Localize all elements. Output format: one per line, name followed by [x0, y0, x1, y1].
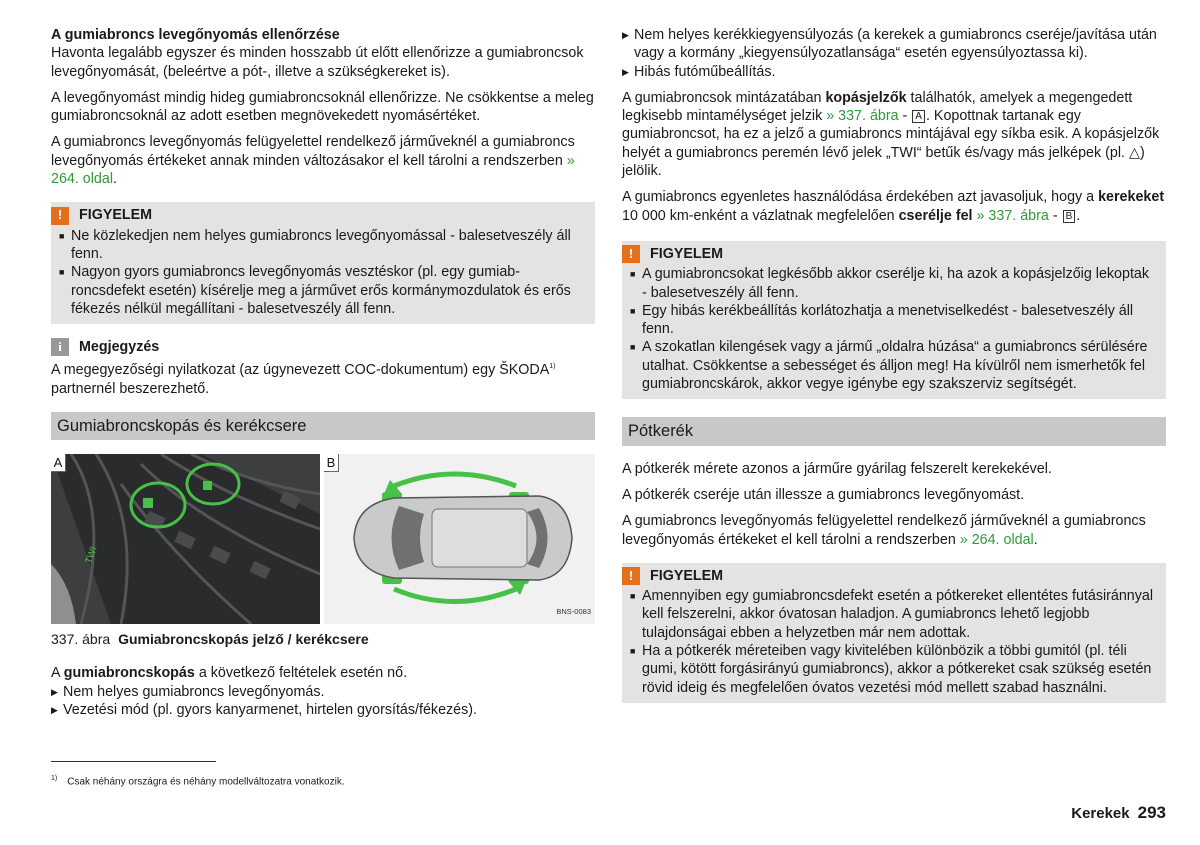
warning-box: [622, 563, 1166, 703]
footnote: $^{1)}$ Csak néhány országra és néhány modellváltozatra vonatkozik.: [51, 775, 345, 788]
warning-title: FIGYELEM: [79, 207, 153, 224]
footnote-ref: 1): [549, 363, 556, 371]
figure-link[interactable]: » 337. ábra: [826, 108, 899, 125]
footnote-divider: [51, 761, 216, 762]
warning-item: ■ A gumiabroncsokat legkésőbb akkor cserélje ki, ha azok a kopásjelzőig lekoptak - balesetveszély áll fenn.: [630, 265, 1156, 302]
warning-item: ■ Egy hibás kerékbeállítás korlátozhatja a menetviselkedést - balesetveszély áll fenn.: [630, 302, 1156, 339]
tire-pressure-paragraph: A gumiabroncs levegőnyomás ellenőrzése Havonta legalább egyszer és minden hosszabb út előtt ellenőrizze a gumiabroncsok levegőnyomását, (beleértve a pót-, illetve a szükségkereket is).: [51, 27, 584, 80]
chapter-name: Kerekek: [1071, 805, 1130, 822]
note-text: A megegyezőségi nyilatkozat (az úgynevezett COC-dokumentum) egy ŠKODA$^{1)}$ partnernél beszerezhető.: [51, 362, 556, 397]
rotation-paragraph: A gumiabroncs egyenletes használódása érdekében azt javasoljuk, hogy a kerekeket 10 000 km-enként a vázlatnak megfelelően cserélje fel » 337. ábra - B .: [622, 189, 1165, 224]
warning-title: FIGYELEM: [650, 567, 724, 584]
page-link[interactable]: » 264. oldal: [959, 531, 1034, 548]
figure-337: [51, 454, 595, 624]
warning-icon: !: [622, 567, 640, 585]
twi-text: TWI: [84, 545, 100, 566]
warning-box: [622, 241, 1166, 399]
arrow-item: ▶ Nem helyes gumiabroncs levegőnyomás.: [51, 683, 595, 701]
page-link[interactable]: » 264. oldal: [51, 152, 575, 188]
wear-paragraph: A gumiabroncskopás a következő feltételek esetén nő.: [51, 665, 408, 682]
figure-label-b: B: [324, 454, 339, 472]
spare-pressure-paragraph: A pótkerék cseréje után illessze a gumiabroncs levegőnyomást.: [622, 486, 1025, 503]
figure-ref-b: B: [1063, 210, 1076, 223]
warning-icon: !: [51, 207, 69, 225]
tire-pressure-heading: A gumiabroncs levegőnyomás ellenőrzése: [51, 27, 340, 43]
warning-icon: !: [622, 245, 640, 263]
warning-box: [51, 202, 595, 324]
tire-tread-image: [51, 454, 320, 624]
spare-tpms-paragraph: A gumiabroncs levegőnyomás felügyelettel rendelkező járműveknél a gumiabroncs levegőnyomás értékeket el kell tárolni a rendszerben » 264. oldal.: [622, 513, 1146, 548]
page-footer: [1071, 804, 1166, 823]
figure-caption: 337. ábra Gumiabroncskopás jelző / kerékcsere: [51, 631, 369, 648]
warning-item: ■ Ne közlekedjen nem helyes gumiabroncs levegőnyomással - balesetveszély áll fenn.: [59, 227, 585, 264]
wheel-rotation-image: [324, 454, 595, 624]
figure-code: BNS-0083: [556, 606, 591, 616]
left-column: [51, 26, 595, 719]
warning-title: FIGYELEM: [650, 245, 724, 262]
arrow-item: ▶ Hibás futóműbeállítás.: [622, 63, 1166, 81]
note-title: Megjegyzés: [79, 339, 160, 356]
page-number: 293: [1137, 803, 1166, 822]
wear-indicator-paragraph: A gumiabroncsok mintázatában kopásjelzők találhatók, amelyek a megengedett legkisebb mintamélységet jelzik » 337. ábra - A . Kopottnak tartanak egy gumiabroncsot, ha ez a jelző a gumiabroncs mintájával egy síkba esik. A kopásjelzők helyét a gumiabroncs peremén lévő jelek „TWI“ betűk és/vagy más jelképek (pl. △) jelölik.: [622, 89, 1160, 180]
arrow-item: ▶ Nem helyes kerékkiegyensúlyozás (a kerekek a gumiabroncs cseréje/javítása után vagy a kormány „kiegyensúlyozatlansága“ esetén egyensúlyoztassa ki).: [622, 26, 1166, 63]
right-column: [622, 26, 1166, 713]
arrow-item: ▶ Vezetési mód (pl. gyors kanyarmenet, hirtelen gyorsítás/fékezés).: [51, 701, 595, 719]
warning-item: ■ Nagyon gyors gumiabroncs levegőnyomás vesztéskor (pl. egy gumiabroncsdefekt esetén) kísérelje meg a járművet erős kormánymozdulatok és erős fékezés nélkül megállítani - balesetveszély áll fenn.: [59, 263, 585, 318]
warning-item: ■ Ha a pótkerék méreteiben vagy kivitelében különbözik a többi gumitól (pl. téli gumi, kötött forgásirányú gumiabroncs), akkor a pótkereket csak szükség esetén rövid ideig és megfelelően óvatos vezetési mód mellett szabad használni.: [630, 642, 1156, 697]
figure-label-a: A: [51, 454, 66, 472]
tpms-paragraph: A gumiabroncs levegőnyomás felügyelettel rendelkező járműveknél a gumiabroncs levegőnyomás értékeket annak minden változásakor el kell tárolni a rendszerben » 264. oldal.: [51, 134, 575, 188]
figure-link[interactable]: » 337. ábra: [976, 207, 1049, 224]
note-box: [51, 338, 595, 398]
info-icon: i: [51, 338, 69, 356]
cold-tire-paragraph: A levegőnyomást mindig hideg gumiabroncsoknál ellenőrizze. Ne csökkentse a meleg gumiabroncsoknál az adott esetben megnövekedett nyomásértéket.: [51, 89, 594, 125]
spare-size-paragraph: A pótkerék mérete azonos a járműre gyárilag felszerelt kerekekével.: [622, 460, 1052, 477]
section-heading: Pótkerék: [622, 417, 1166, 445]
warning-item: ■ A szokatlan kilengések vagy a jármű „oldalra húzása“ a gumiabroncs sérülésére utalhat. Csökkentse a sebességet és álljon meg! Ha kívülről nem ismerhetők fel gumiabroncskárok, akkor vegye igénybe egy szakszerviz segítségét.: [630, 338, 1156, 393]
warning-item: ■ Amennyiben egy gumiabroncsdefekt esetén a pótkereket ellentétes futásiránnyal kell felszerelni, akkor óvatosan haladjon. A gumiabroncs lehető legjobb tulajdonságai ebben a helyzetben már nem adottak.: [630, 587, 1156, 642]
figure-ref-a: A: [912, 110, 925, 123]
section-heading: Gumiabroncskopás és kerékcsere: [51, 412, 595, 440]
